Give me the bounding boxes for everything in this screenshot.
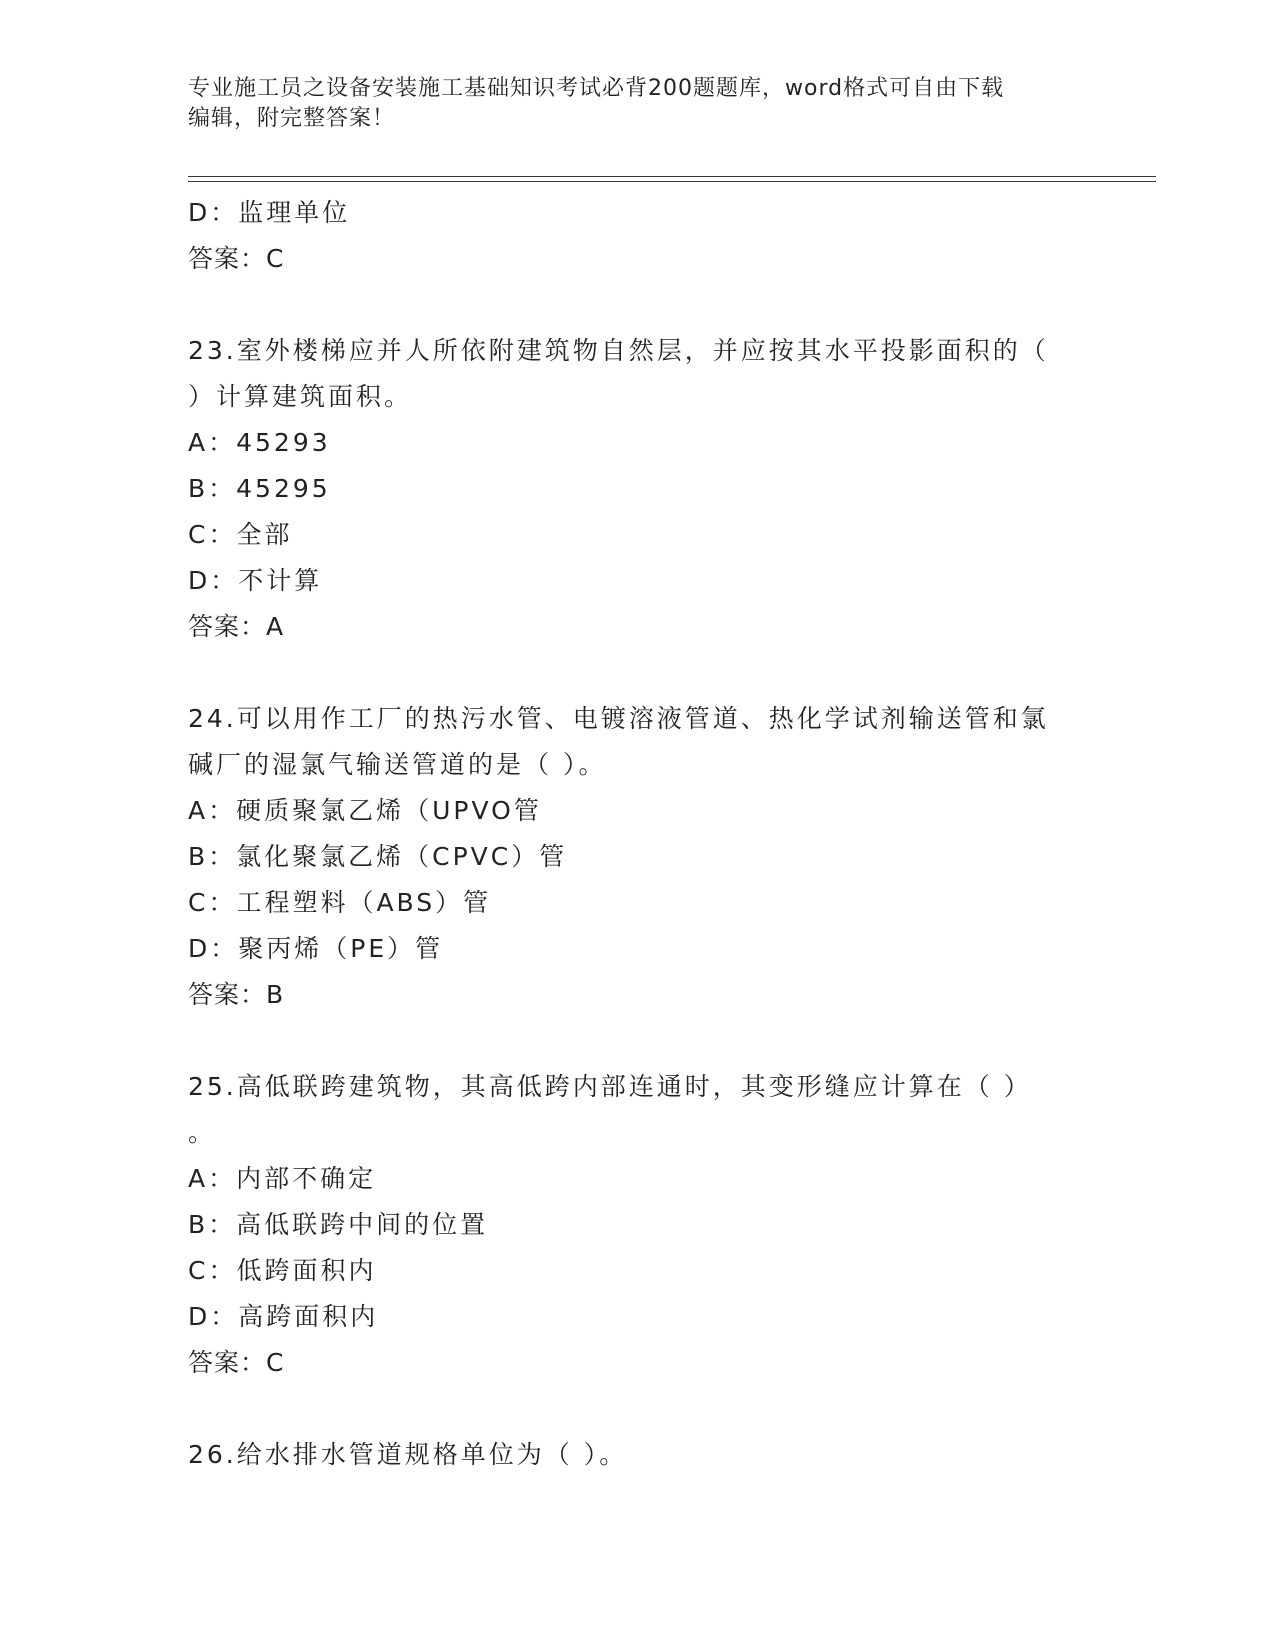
- question-23: [188, 328, 1088, 650]
- option-a: A：硬质聚氯乙烯（UPVO管: [188, 796, 542, 825]
- header-divider-top: [188, 176, 1156, 177]
- answer-line: 答案：C: [188, 1348, 285, 1377]
- question-text-line-2: ）计算建筑面积。: [188, 382, 413, 411]
- option-d: D：不计算: [188, 566, 323, 595]
- question-text-line-1: 26.给水排水管道规格单位为（ ）。: [188, 1440, 628, 1469]
- document-header: [188, 74, 1068, 134]
- question-text-line-1: 24.可以用作工厂的热污水管、电镀溶液管道、热化学试剂输送管和氯: [188, 704, 1049, 733]
- answer-line: 答案：A: [188, 612, 285, 641]
- option-c: C：工程塑料（ABS）管: [188, 888, 492, 917]
- header-divider-bottom: [188, 181, 1156, 182]
- question-text-line-1: 23.室外楼梯应并人所依附建筑物自然层，并应按其水平投影面积的（: [188, 336, 1049, 365]
- question-text-line-2: 碱厂的湿氯气输送管道的是（ ）。: [188, 750, 607, 779]
- option-d: D：高跨面积内: [188, 1302, 379, 1331]
- answer-line: 答案：C: [188, 244, 285, 273]
- option-d: D：监理单位: [188, 198, 351, 227]
- option-a: A：内部不确定: [188, 1164, 377, 1193]
- question-22-tail: [188, 190, 1088, 282]
- question-text-line-2: 。: [188, 1118, 217, 1147]
- option-d: D：聚丙烯（PE）管: [188, 934, 444, 963]
- question-25: [188, 1064, 1088, 1386]
- answer-line: 答案：B: [188, 980, 285, 1009]
- option-a: A：45293: [188, 428, 331, 457]
- option-b: B：氯化聚氯乙烯（CPVC）管: [188, 842, 568, 871]
- option-c: C：低跨面积内: [188, 1256, 377, 1285]
- option-c: C：全部: [188, 520, 293, 549]
- header-line-1: 专业施工员之设备安装施工基础知识考试必背200题题库，word格式可自由下载: [188, 76, 1005, 101]
- question-text-line-1: 25.高低联跨建筑物，其高低跨内部连通时，其变形缝应计算在（ ）: [188, 1072, 1032, 1101]
- question-24: [188, 696, 1088, 1018]
- question-26: [188, 1432, 1088, 1478]
- option-b: B：45295: [188, 474, 331, 503]
- question-list: [188, 190, 1088, 1478]
- header-line-2: 编辑，附完整答案！: [188, 106, 396, 131]
- option-b: B：高低联跨中间的位置: [188, 1210, 489, 1239]
